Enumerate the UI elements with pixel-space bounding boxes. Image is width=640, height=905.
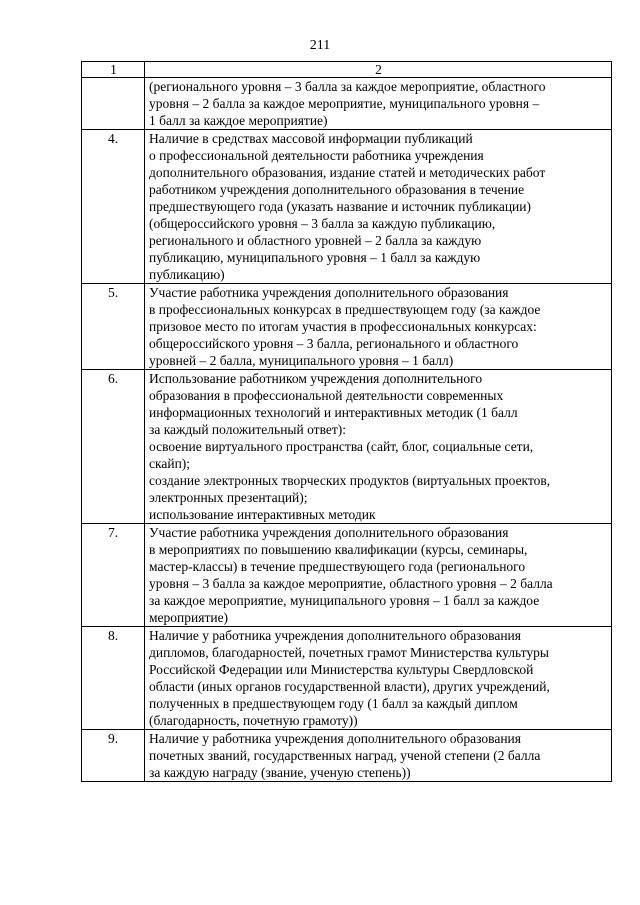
description-line: призовое место по итогам участия в профессиональных конкурсах: bbox=[149, 319, 537, 334]
description-line: Участие работника учреждения дополнительного образования bbox=[149, 525, 509, 540]
description-line: работником учреждения дополнительного образования в течение bbox=[149, 182, 525, 197]
description-line: уровней – 2 балла, муниципального уровня – 1 балл) bbox=[149, 353, 454, 368]
description-line: за каждую награду (звание, ученую степень)) bbox=[149, 765, 411, 780]
description-line: регионального и областного уровней – 2 балла за каждую bbox=[149, 233, 482, 248]
description-line: уровня – 2 балла за каждое мероприятие, муниципального уровня – bbox=[149, 96, 540, 111]
description-line: о профессиональной деятельности работника учреждения bbox=[149, 148, 484, 163]
description-line: Российской Федерации или Министерства культуры Свердловской bbox=[149, 662, 534, 677]
row-number: 4. bbox=[82, 130, 145, 284]
description-line: за каждый положительный ответ): bbox=[149, 422, 346, 437]
description-line: общероссийского уровня – 3 балла, регионального и областного bbox=[149, 336, 519, 351]
description-line: 1 балл за каждое мероприятие) bbox=[149, 113, 328, 128]
table-body bbox=[82, 78, 612, 782]
description-line: Наличие у работника учреждения дополнительного образования bbox=[149, 731, 521, 746]
description-line: публикацию) bbox=[149, 267, 225, 282]
description-line: использование интерактивных методик bbox=[149, 507, 376, 522]
table-header-row bbox=[82, 62, 612, 78]
description-line: Наличие в средствах массовой информации публикаций bbox=[149, 131, 473, 146]
row-number: 5. bbox=[82, 284, 145, 370]
description-line: электронных презентаций); bbox=[149, 490, 308, 505]
column-header-text: 2 bbox=[145, 62, 612, 78]
column-header-number: 1 bbox=[82, 62, 145, 78]
description-line: публикацию, муниципального уровня – 1 балл за каждую bbox=[149, 250, 481, 265]
description-line: освоение виртуального пространства (сайт, блог, социальные сети, bbox=[149, 439, 534, 454]
description-line: мероприятие) bbox=[149, 610, 229, 625]
row-number: 9. bbox=[82, 730, 145, 782]
table-row bbox=[82, 730, 612, 782]
description-line: информационных технологий и интерактивных методик (1 балл bbox=[149, 405, 518, 420]
description-line: (благодарность, почетную грамоту)) bbox=[149, 713, 358, 728]
description-line: в мероприятиях по повышению квалификации (курсы, семинары, bbox=[149, 542, 528, 557]
description-line: мастер-классы) в течение предшествующего года (регионального bbox=[149, 559, 526, 574]
description-line: почетных званий, государственных наград, ученой степени (2 балла bbox=[149, 748, 541, 763]
description-line: за каждое мероприятие, муниципального уровня – 1 балл за каждое bbox=[149, 593, 540, 608]
row-description bbox=[145, 370, 612, 524]
row-number: 6. bbox=[82, 370, 145, 524]
description-line: Использование работником учреждения дополнительного bbox=[149, 371, 483, 386]
row-description bbox=[145, 627, 612, 730]
row-number: 8. bbox=[82, 627, 145, 730]
row-description bbox=[145, 78, 612, 130]
row-number bbox=[82, 78, 145, 130]
description-line: дипломов, благодарностей, почетных грамот Министерства культуры bbox=[149, 645, 549, 660]
description-line: предшествующего года (указать название и источник публикации) bbox=[149, 199, 532, 214]
description-line: Участие работника учреждения дополнительного образования bbox=[149, 285, 509, 300]
table-row bbox=[82, 627, 612, 730]
description-line: области (иных органов государственной власти), других учреждений, bbox=[149, 679, 550, 694]
table-row bbox=[82, 284, 612, 370]
page-number: 211 bbox=[309, 38, 331, 53]
description-line: полученных в предшествующем году (1 балл за каждый диплом bbox=[149, 696, 518, 711]
description-line: образования в профессиональной деятельности современных bbox=[149, 388, 504, 403]
table-row bbox=[82, 370, 612, 524]
criteria-table bbox=[81, 61, 612, 782]
description-line: скайп); bbox=[149, 456, 191, 471]
row-number: 7. bbox=[82, 524, 145, 627]
description-line: в профессиональных конкурсах в предшествующем году (за каждое bbox=[149, 302, 541, 317]
description-line: (регионального уровня – 3 балла за каждое мероприятие, областного bbox=[149, 79, 546, 94]
table-row bbox=[82, 78, 612, 130]
row-description bbox=[145, 730, 612, 782]
description-line: создание электронных творческих продуктов (виртуальных проектов, bbox=[149, 473, 551, 488]
description-line: Наличие у работника учреждения дополнительного образования bbox=[149, 628, 521, 643]
row-description bbox=[145, 130, 612, 284]
description-line: уровня – 3 балла за каждое мероприятие, областного уровня – 2 балла bbox=[149, 576, 553, 591]
table-row bbox=[82, 130, 612, 284]
description-line: (общероссийского уровня – 3 балла за каждую публикацию, bbox=[149, 216, 496, 231]
row-description bbox=[145, 284, 612, 370]
row-description bbox=[145, 524, 612, 627]
table-row bbox=[82, 524, 612, 627]
description-line: дополнительного образования, издание статей и методических работ bbox=[149, 165, 546, 180]
